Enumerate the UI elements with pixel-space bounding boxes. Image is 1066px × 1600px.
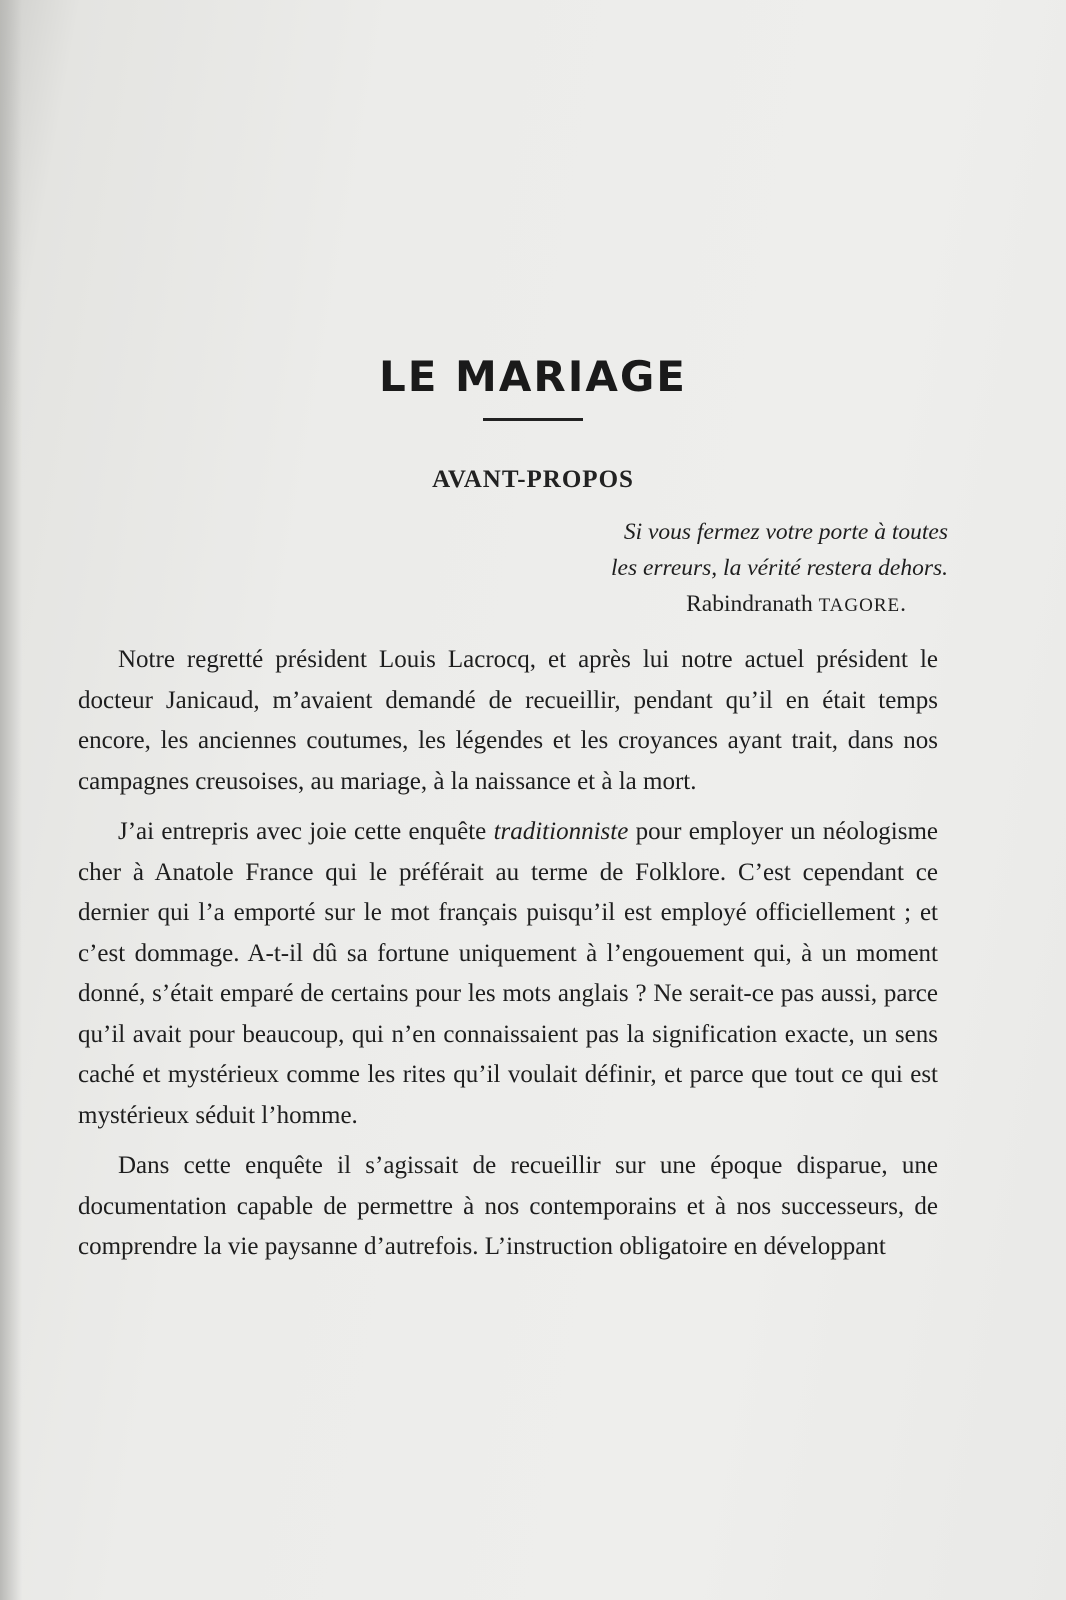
paragraph-3: Dans cette enquête il s’agissait de recueillir sur une époque disparue, une documentation capable de permettre à nos contemporains et à nos successeurs, de comprendre la vie paysanne d’autrefois. L’instruction obligatoire en développant [78,1152,938,1260]
chapter-title: LE MARIAGE [378,352,687,401]
epigraph-line-1: Si vous fermez votre porte à toutes [623,519,948,545]
epigraph-author-period: . [900,591,906,617]
section-subtitle: AVANT-PROPOS [432,466,634,493]
paragraph-2-start: J’ai entrepris avec joie cette enquête [118,818,494,845]
epigraph-line-2: les erreurs, la vérité restera dehors. [611,555,948,581]
title-underline-rule [483,418,583,421]
paragraph-1: Notre regretté président Louis Lacrocq, et après lui notre actuel président le docteur Janicaud, m’avaient demandé de recueillir, pendant qu’il en était temps encore, les anciennes coutumes, les légendes et les croyances ayant trait, dans nos campagnes creusoises, au mariage, à la naissance et à la mort. [78,646,938,795]
epigraph [611,514,948,624]
epigraph-author-first-name: Rabindranath [686,591,813,617]
paragraph-2 [78,812,938,1136]
epigraph-author [611,586,906,624]
body-text [78,640,938,1278]
paragraph-2-emphasis: traditionniste [493,818,629,845]
page-gutter-shadow [0,0,22,1600]
epigraph-author-last-name: TAGORE [818,595,901,616]
paragraph-2-rest: pour employer un néologisme cher à Anatole France qui le préférait au terme de Folklore. C’est cependant ce dernier qui l’a emporté sur le mot français puisqu’il est employé officiellement ; et c’est dommage. A-t-il dû sa fortune uniquement à l’engouement qui, à un moment donné, s’était emparé de certains pour les mots anglais ? Ne serait-ce pas aussi, parce qu’il avait pour beaucoup, qui n’en connaissaient pas la signification exacte, un sens caché et mystérieux comme les rites qu’il voulait définir, et parce que tout ce qui est mystérieux séduit l’homme. [78,818,938,1129]
